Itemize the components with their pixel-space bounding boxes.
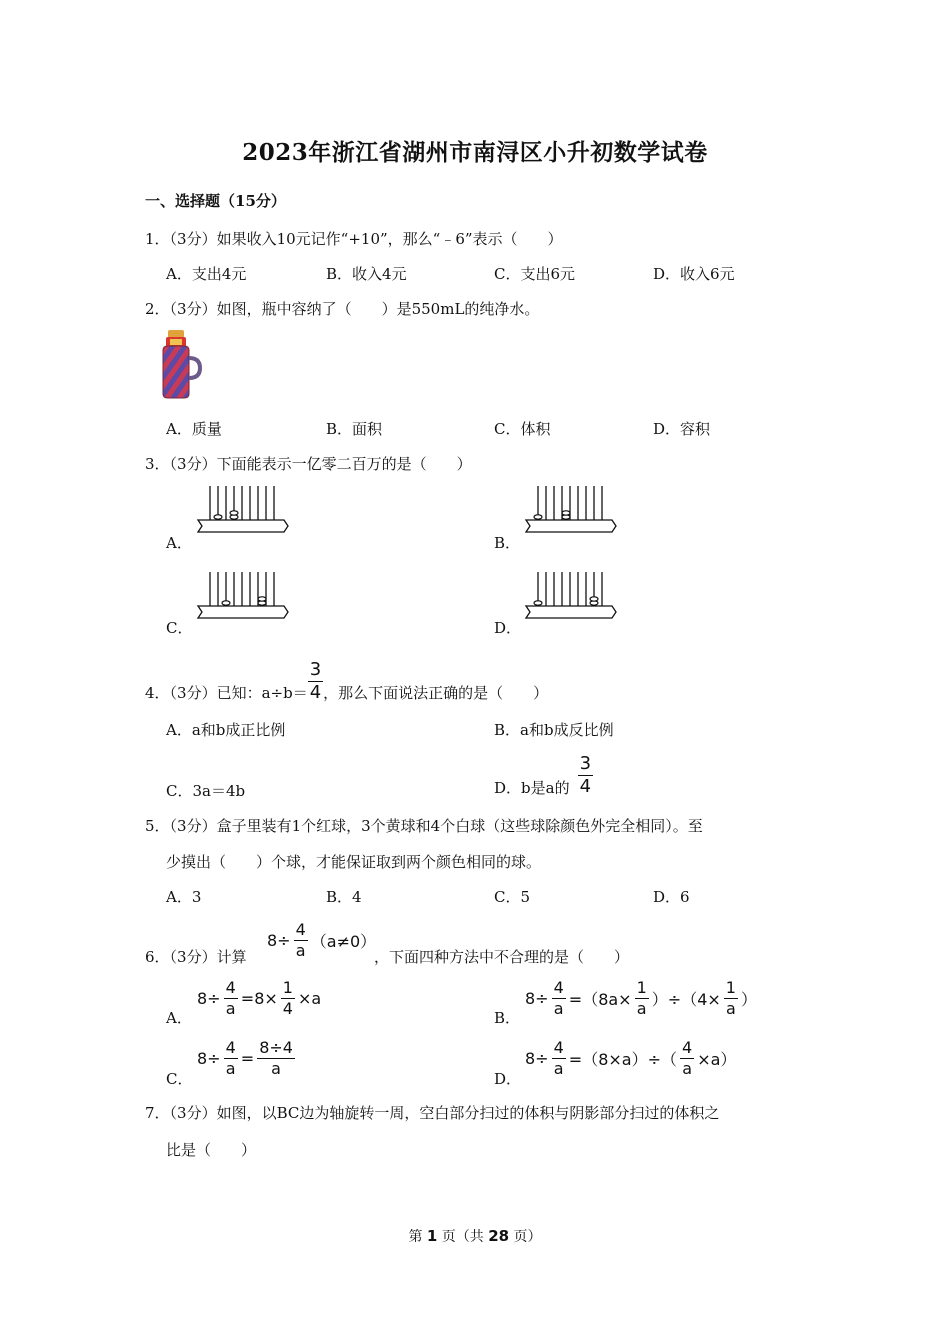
- q6-option-a-label: A．: [166, 1009, 192, 1027]
- footer-text: 第: [408, 1229, 427, 1245]
- current-page-number: 1: [426, 1227, 438, 1245]
- expr-text: 8÷: [525, 989, 549, 1008]
- expr-text: =8×: [240, 989, 278, 1008]
- q6-expr-numerator: 4: [295, 920, 306, 939]
- q3-option-c: C．: [166, 619, 193, 637]
- expr-num: 4: [225, 1038, 236, 1057]
- q5-option-a: A．3: [166, 888, 202, 906]
- q3-option-b: B．: [494, 534, 521, 552]
- expr-den: 4: [282, 999, 293, 1018]
- section-heading: 一、选择题（15分）: [145, 192, 286, 210]
- q1-option-a: A．支出4元: [166, 265, 247, 283]
- q4-option-b: B．a和b成反比例: [494, 721, 614, 739]
- expr-den: a: [553, 999, 564, 1018]
- q1-option-c: C．支出6元: [494, 265, 576, 283]
- expr-text: 8÷: [525, 1049, 549, 1068]
- q2-option-d: D．容积: [653, 420, 711, 438]
- expr-den: a: [682, 1059, 692, 1078]
- q5-option-d: D．6: [653, 888, 690, 906]
- expr-num: 4: [553, 978, 564, 997]
- q6-expr-dividend: 8÷: [267, 931, 291, 950]
- expr-den: a: [553, 1059, 564, 1078]
- question-3-stem: 3．（3分）下面能表示一亿零二百万的是（ ）: [145, 455, 472, 473]
- q4-option-c: C．3a＝4b: [166, 782, 246, 800]
- counting-abacus-icon: [524, 484, 620, 540]
- q2-option-c: C．体积: [494, 420, 551, 438]
- expr-text: =: [240, 1049, 255, 1068]
- q3-option-d: D．: [494, 619, 522, 637]
- expr-fraction: [635, 980, 649, 1017]
- question-5-stem-line2: 少摸出（ ）个球，才能保证取到两个颜色相同的球。: [166, 853, 542, 871]
- question-7-stem-line2: 比是（ ）: [166, 1141, 257, 1159]
- counting-abacus-icon: [524, 570, 620, 626]
- counting-abacus-icon: [196, 484, 292, 540]
- expr-fraction: [281, 980, 295, 1017]
- expr-num: 4: [553, 1038, 564, 1057]
- footer-text: 页）: [509, 1229, 542, 1245]
- q6-option-d-expression: [525, 1040, 736, 1077]
- q4-option-d-fraction: [578, 752, 593, 797]
- total-page-count: 28: [488, 1227, 510, 1245]
- q4-fraction: [308, 658, 323, 703]
- q4-option-d-text: D．b是a的: [494, 778, 570, 797]
- expr-fraction: [224, 1040, 238, 1077]
- q4-option-d: [494, 752, 593, 798]
- q5-option-b: B．4: [326, 888, 362, 906]
- q2-option-a: A．质量: [166, 420, 222, 438]
- q4-d-denominator: 4: [579, 775, 592, 797]
- counting-abacus-icon: [196, 570, 292, 626]
- question-2-stem: 2．（3分）如图，瓶中容纳了（ ）是550mL的纯净水。: [145, 300, 540, 318]
- expr-text: =（8a×: [568, 990, 632, 1009]
- expr-num: 4: [225, 978, 236, 997]
- expr-fraction: [257, 1040, 295, 1077]
- page-title: 2023年浙江省湖州市南浔区小升初数学试卷: [242, 139, 708, 166]
- question-7-stem-line1: 7．（3分）如图，以BC边为轴旋转一周，空白部分扫过的体积与阴影部分扫过的体积之: [145, 1104, 720, 1122]
- expr-den: a: [225, 1059, 236, 1078]
- q6-option-b-expression: [525, 980, 757, 1017]
- q4-stem-post: ，那么下面说法正确的是（ ）: [323, 683, 549, 702]
- expr-num: 1: [282, 978, 293, 997]
- question-4-stem: [145, 659, 548, 703]
- expr-fraction: [552, 1040, 566, 1077]
- q6-expr-fraction: [294, 922, 308, 959]
- q6-expression: [267, 922, 376, 959]
- question-6-stem-pre: 6．（3分）计算: [145, 948, 247, 966]
- page-footer: [0, 1226, 950, 1246]
- q6-option-c-expression: [197, 1040, 295, 1077]
- expr-num: 8÷4: [259, 1038, 293, 1057]
- q2-option-b: B．面积: [326, 420, 383, 438]
- expr-text: ×a: [297, 989, 322, 1008]
- water-bottle-icon: [158, 328, 206, 404]
- q4-frac-denominator: 4: [309, 681, 322, 703]
- expr-fraction: [724, 980, 738, 1017]
- expr-fraction: [680, 1040, 694, 1077]
- q6-option-b-label: B．: [494, 1009, 521, 1027]
- q4-d-numerator: 3: [579, 752, 592, 774]
- expr-den: a: [636, 999, 647, 1018]
- expr-text: 8÷: [197, 989, 221, 1008]
- expr-fraction: [224, 980, 238, 1017]
- question-1-stem: 1．（3分）如果收入10元记作“+10”，那么“﹣6”表示（ ）: [145, 230, 563, 248]
- question-5-stem-line1: 5．（3分）盒子里装有1个红球，3个黄球和4个白球（这些球除颜色外完全相同）。至: [145, 817, 703, 835]
- q6-option-a-expression: [197, 980, 321, 1017]
- expr-num: 1: [636, 978, 647, 997]
- expr-text: ）: [740, 990, 757, 1009]
- q6-expr-denominator: a: [295, 941, 306, 960]
- q5-option-c: C．5: [494, 888, 531, 906]
- q3-option-a: A．: [166, 534, 192, 552]
- expr-num: 1: [725, 978, 736, 997]
- expr-den: a: [225, 999, 236, 1018]
- q6-option-d-label: D．: [494, 1070, 522, 1088]
- q4-frac-numerator: 3: [309, 658, 322, 680]
- expr-fraction: [552, 980, 566, 1017]
- expr-text: 8÷: [197, 1049, 221, 1068]
- expr-text: ×a）: [697, 1050, 737, 1069]
- q4-option-a: A．a和b成正比例: [166, 721, 286, 739]
- q6-option-c-label: C．: [166, 1070, 193, 1088]
- expr-num: 4: [682, 1038, 693, 1057]
- expr-text: ）÷（4×: [651, 990, 721, 1009]
- q1-option-b: B．收入4元: [326, 265, 407, 283]
- question-6-stem-post: ，下面四种方法中不合理的是（ ）: [374, 948, 630, 966]
- expr-text: =（8×a）÷（: [568, 1050, 677, 1069]
- q6-expr-condition: （a≠0）: [310, 932, 377, 951]
- footer-text: 页（共: [437, 1229, 489, 1245]
- q1-option-d: D．收入6元: [653, 265, 735, 283]
- expr-den: a: [271, 1059, 281, 1078]
- expr-den: a: [725, 999, 736, 1018]
- q4-stem-pre: 4．（3分）已知：a÷b＝: [145, 683, 308, 702]
